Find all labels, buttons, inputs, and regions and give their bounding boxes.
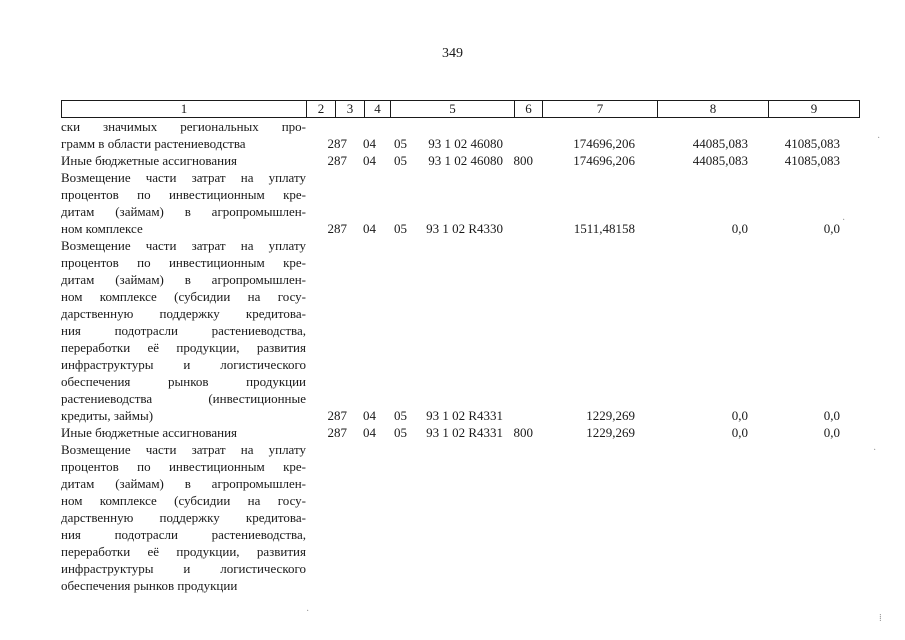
row-name-line: ном комплексе (субсидии на госу- (61, 289, 306, 304)
cell-col-7: 1229,269 (586, 408, 635, 423)
row-name-line: ски значимых региональных про- (61, 119, 306, 134)
row-name-line: инфраструктуры и логистического (61, 561, 306, 576)
cell-col-2: 287 (327, 425, 347, 440)
scan-speck: · (877, 133, 881, 144)
cell-col-2: 287 (327, 221, 347, 236)
row-name-line: ном комплексе (субсидии на госу- (61, 493, 306, 508)
cell-col-5: 93 1 02 R4331 (426, 408, 503, 423)
row-name-line: дитам (займам) в агропромышлен- (61, 272, 306, 287)
cell-col-4: 05 (394, 221, 407, 236)
row-name-line: Возмещение части затрат на уплату (61, 238, 306, 253)
cell-col-7: 174696,206 (573, 153, 635, 168)
row-name-line: ном комплексе (61, 221, 143, 236)
cell-col-8: 0,0 (731, 221, 748, 236)
scan-speck: · (842, 215, 846, 226)
column-header-9: 9 (769, 101, 860, 118)
cell-col-7: 1229,269 (586, 425, 635, 440)
row-name-line: дитам (займам) в агропромышлен- (61, 204, 306, 219)
cell-col-6: 800 (513, 153, 533, 168)
row-name-line: ния подотрасли растениеводства, (61, 323, 306, 338)
cell-col-5: 93 1 02 R4331 (426, 425, 503, 440)
row-name-line: дитам (займам) в агропромышлен- (61, 476, 306, 491)
row-name-line: процентов по инвестиционным кре- (61, 255, 306, 270)
cell-col-8: 44085,083 (692, 153, 748, 168)
row-name-line: процентов по инвестиционным кре- (61, 459, 306, 474)
row-name-line: растениеводства (инвестиционные (61, 391, 306, 406)
cell-col-8: 0,0 (731, 408, 748, 423)
row-name-line: обеспечения рынков продукции (61, 578, 238, 593)
row-name-line: процентов по инвестиционным кре- (61, 187, 306, 202)
row-name-line: дарственную поддержку кредитова- (61, 306, 306, 321)
row-name (61, 424, 306, 441)
cell-col-3: 04 (363, 136, 376, 151)
row-name (61, 152, 306, 169)
cell-col-4: 05 (394, 408, 407, 423)
column-header-8: 8 (658, 101, 769, 118)
row-name-line: переработки её продукции, развития (61, 340, 306, 355)
page-number: 349 (442, 46, 463, 61)
cell-col-2: 287 (327, 136, 347, 151)
row-name (61, 118, 306, 152)
cell-col-9: 0,0 (823, 221, 840, 236)
table-row (61, 441, 846, 594)
row-name (61, 237, 306, 424)
cell-col-3: 04 (363, 153, 376, 168)
column-header-1: 1 (62, 101, 307, 118)
row-name-line: обеспечения рынков продукции (61, 374, 306, 389)
row-name-line: Иные бюджетные ассигнования (61, 153, 238, 168)
scan-speck: ⁞ (879, 613, 882, 624)
scan-speck: · (306, 606, 310, 617)
cell-col-9: 41085,083 (784, 153, 840, 168)
cell-col-9: 0,0 (823, 408, 840, 423)
cell-col-8: 44085,083 (692, 136, 748, 151)
row-name-line: грамм в области растениеводства (61, 136, 246, 151)
row-name (61, 169, 306, 237)
column-header-2: 2 (307, 101, 336, 118)
cell-col-6: 800 (513, 425, 533, 440)
row-name-line: инфраструктуры и логистического (61, 357, 306, 372)
row-name-line: Возмещение части затрат на уплату (61, 170, 306, 185)
column-header-row (61, 100, 860, 118)
row-name (61, 441, 306, 594)
column-header-4: 4 (365, 101, 391, 118)
column-header-6: 6 (515, 101, 543, 118)
scan-speck: · (873, 445, 877, 456)
table-row (61, 152, 846, 169)
column-header-5: 5 (391, 101, 515, 118)
cell-col-5: 93 1 02 R4330 (426, 221, 503, 236)
cell-col-9: 0,0 (823, 425, 840, 440)
cell-col-4: 05 (394, 136, 407, 151)
cell-col-3: 04 (363, 221, 376, 236)
table-row (61, 237, 846, 424)
cell-col-5: 93 1 02 46080 (428, 153, 503, 168)
cell-col-2: 287 (327, 408, 347, 423)
row-name-line: ния подотрасли растениеводства, (61, 527, 306, 542)
cell-col-7: 174696,206 (573, 136, 635, 151)
cell-col-7: 1511,48158 (573, 221, 635, 236)
table-row (61, 424, 846, 441)
row-name-line: дарственную поддержку кредитова- (61, 510, 306, 525)
row-name-line: кредиты, займы) (61, 408, 154, 423)
table-row (61, 118, 846, 152)
column-header-3: 3 (336, 101, 365, 118)
row-name-line: Иные бюджетные ассигнования (61, 425, 238, 440)
column-header-7: 7 (543, 101, 658, 118)
cell-col-3: 04 (363, 425, 376, 440)
cell-col-3: 04 (363, 408, 376, 423)
row-name-line: Возмещение части затрат на уплату (61, 442, 306, 457)
cell-col-2: 287 (327, 153, 347, 168)
cell-col-4: 05 (394, 153, 407, 168)
cell-col-5: 93 1 02 46080 (428, 136, 503, 151)
budget-table-body (61, 118, 846, 594)
table-row (61, 169, 846, 237)
cell-col-4: 05 (394, 425, 407, 440)
row-name-line: переработки её продукции, развития (61, 544, 306, 559)
cell-col-8: 0,0 (731, 425, 748, 440)
cell-col-9: 41085,083 (784, 136, 840, 151)
